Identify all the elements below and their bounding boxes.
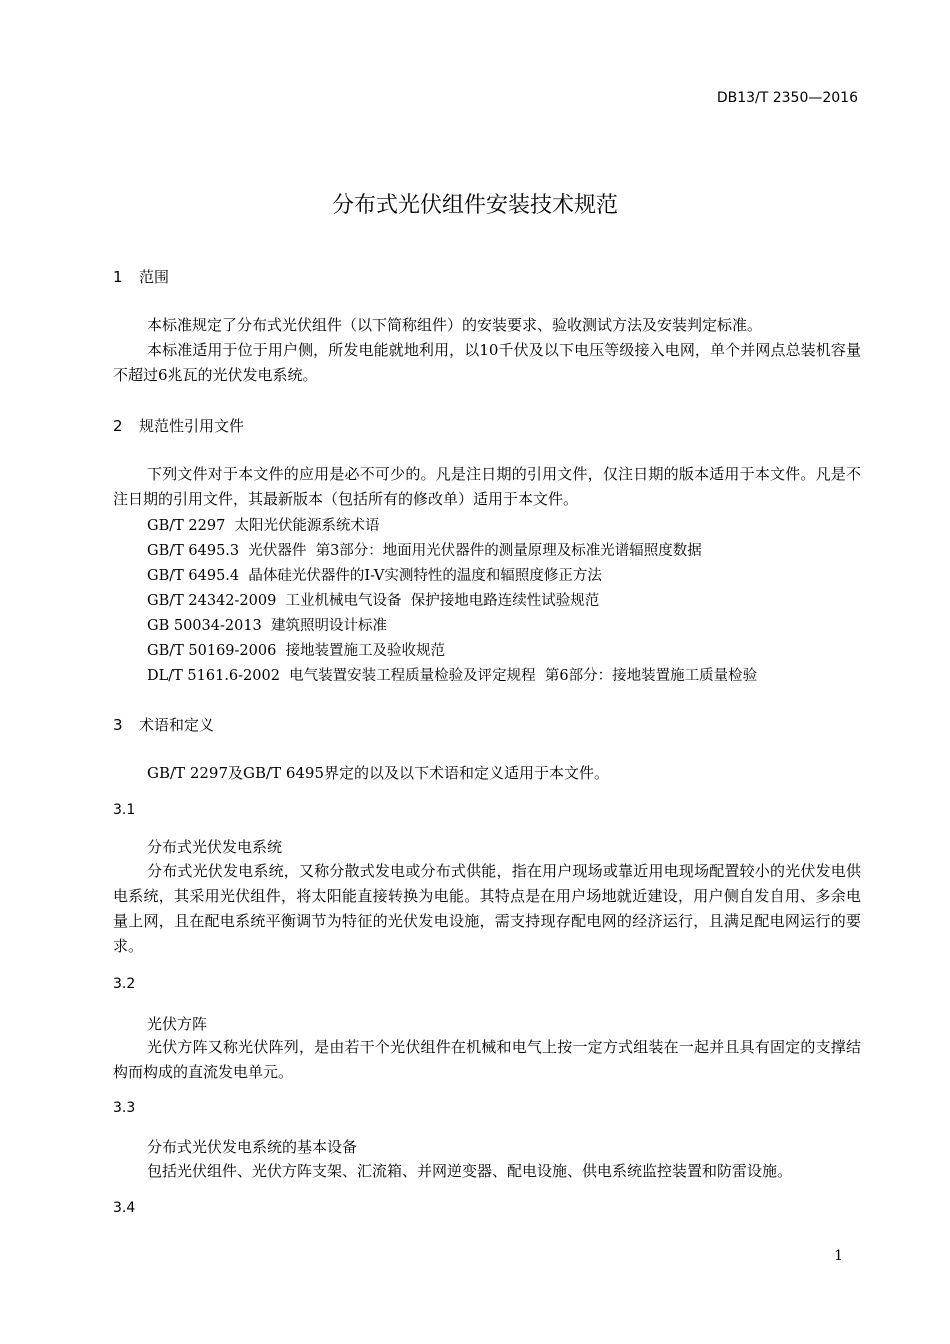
term-name: 光伏方阵 (147, 1015, 208, 1033)
terms-intro: GB/T 2297及GB/T 6495界定的以及以下术语和定义适用于本文件。 (147, 764, 610, 782)
term-number: 3.3 (113, 1100, 136, 1116)
reference-item: GB 50034-2013 建筑照明设计标准 (147, 618, 387, 634)
term-name: 分布式光伏发电系统 (147, 838, 283, 856)
reference-item: GB/T 6495.4 晶体硅光伏器件的I-V实测特性的温度和辐照度修正方法 (147, 568, 602, 584)
reference-item: GB/T 24342-2009 工业机械电气设备 保护接地电路连续性试验规范 (147, 593, 600, 609)
section-3-heading (113, 714, 214, 735)
reference-item: GB/T 6495.3 光伏器件 第3部分：地面用光伏器件的测量原理及标准光谱辐照度数据 (147, 543, 702, 559)
section-title: 术语和定义 (139, 716, 215, 734)
term-name: 分布式光伏发电系统的基本设备 (147, 1138, 358, 1156)
term-definition: 分布式光伏发电系统，又称分散式发电或分布式供能，指在用户现场或靠近用电现场配置较小的光伏发电供电系统，其采用光伏组件，将太阳能直接转换为电能。其特点是在用户场地就近建设，用户侧自发自用、多余电量上网，且在配电系统平衡调节为特征的光伏发电设施，需支持现存配电网的经济运行，且满足配电网运行的要求。 (113, 862, 861, 955)
section-title: 范围 (139, 268, 170, 286)
term-definition: 包括光伏组件、光伏方阵支架、汇流箱、并网逆变器、配电设施、供电系统监控装置和防雷设施。 (147, 1162, 793, 1180)
section-number: 3 (113, 716, 123, 734)
term-definition: 光伏方阵又称光伏阵列，是由若干个光伏组件在机械和电气上按一定方式组装在一起并且具有固定的支撑结构而构成的直流发电单元。 (113, 1038, 861, 1081)
section-title: 规范性引用文件 (139, 417, 245, 435)
reference-item: DL/T 5161.6-2002 电气装置安装工程质量检验及评定规程 第6部分：接地装置施工质量检验 (147, 668, 758, 684)
section-number: 1 (113, 268, 123, 286)
document-title: 分布式光伏组件安装技术规范 (331, 193, 618, 218)
section-number: 2 (113, 417, 123, 435)
page-number: 1 (834, 1248, 843, 1264)
reference-item: GB/T 2297 太阳光伏能源系统术语 (147, 518, 380, 534)
reference-item: GB/T 50169-2006 接地装置施工及验收规范 (147, 643, 446, 659)
scope-paragraph-1: 本标准规定了分布式光伏组件（以下简称组件）的安装要求、验收测试方法及安装判定标准。 (147, 316, 763, 334)
term-number: 3.2 (113, 976, 136, 992)
section-1-heading (113, 266, 169, 287)
term-number: 3.4 (113, 1200, 136, 1216)
document-code: DB13/T 2350—2016 (716, 90, 858, 106)
term-number: 3.1 (113, 802, 136, 818)
references-intro: 下列文件对于本文件的应用是必不可少的。凡是注日期的引用文件，仅注日期的版本适用于本文件。凡是不注日期的引用文件，其最新版本（包括所有的修改单）适用于本文件。 (113, 465, 861, 508)
section-2-heading (113, 415, 244, 436)
scope-paragraph-2: 本标准适用于位于用户侧，所发电能就地利用，以10千伏及以下电压等级接入电网，单个并网点总装机容量不超过6兆瓦的光伏发电系统。 (113, 341, 861, 384)
